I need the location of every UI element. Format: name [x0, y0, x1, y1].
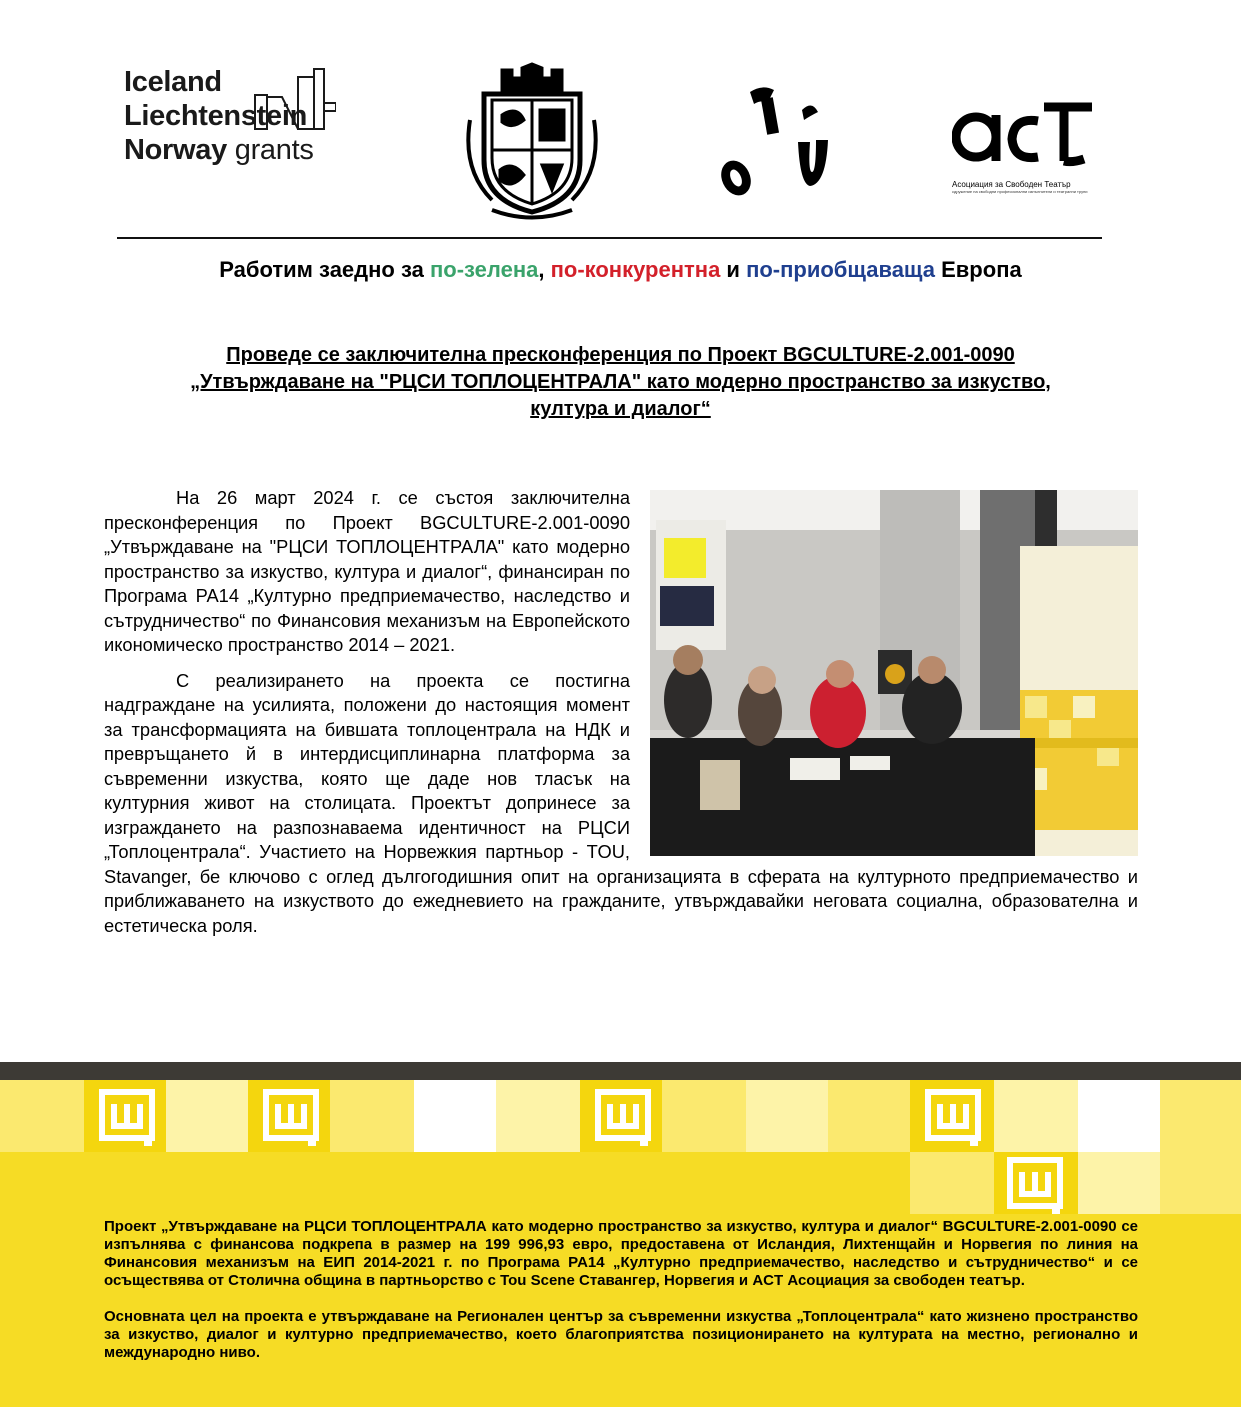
footer-tile-band	[0, 1080, 1241, 1152]
eea-norway: Norway	[124, 134, 227, 166]
toplocentrala-logo-icon	[262, 1088, 320, 1146]
article-body	[104, 486, 1138, 938]
slogan-more-competitive: по-конкурентна	[550, 257, 721, 282]
act-logo	[952, 95, 1102, 195]
press-conference-photo-image	[650, 490, 1138, 856]
footer-tile	[1078, 1080, 1160, 1152]
toplocentrala-logo-icon	[1006, 1156, 1064, 1214]
footer-tile	[994, 1080, 1078, 1152]
eea-line-3	[124, 133, 314, 167]
tou-logo-icon	[706, 80, 841, 200]
footer-paragraph-2: Основната цел на проекта е утвърждаване на Регионален център за съвременни изкуства „Топлоцентрала“ като жизнено пространство за изкуство, диалог и културно предприемачество, което благоприятства позиционирането на културата на местно, регионално и международно ниво.	[104, 1308, 1138, 1361]
act-wordmark-icon	[952, 95, 1097, 175]
footer-tile	[0, 1080, 84, 1152]
toplocentrala-logo-icon	[924, 1088, 982, 1146]
footer-tile	[662, 1080, 746, 1152]
header-divider	[117, 237, 1102, 239]
slogan	[0, 256, 1241, 284]
act-subtitle: Асоциация за Свободен Театър	[952, 180, 1071, 189]
footer-tile	[166, 1080, 248, 1152]
footer-tile	[330, 1080, 414, 1152]
slogan-part-1: Работим заедно за	[219, 257, 430, 282]
sofia-coat-of-arms-icon	[462, 60, 602, 220]
tou-logo	[706, 80, 841, 205]
footer-tile	[1078, 1152, 1160, 1214]
footer-paragraph-1: Проект „Утвърждаване на РЦСИ ТОПЛОЦЕНТРАЛА като модерно пространство за изкуство, култура и диалог“ BGCULTURE-2.001-0090 се изпълнява с финансова подкрепа в размер на 199 996,93 евро, предоставена от Исландия, Лихтенщайн и Норвегия по линия на Финансовия механизъм на ЕИП 2014-2021 г. по Програма PA14 „Културно предприемачество, наследство и сътрудничество“ и се осъществява от Столична община в партньорство с Tou Scene Ставангер, Норвегия и ACT Асоциация за свободен театър.	[104, 1218, 1138, 1289]
slogan-more-inclusive: по-приобщаваща	[746, 257, 935, 282]
eea-grants-logo	[124, 65, 314, 167]
footer-tile	[414, 1080, 496, 1152]
footer-tile	[746, 1080, 828, 1152]
slogan-part-3: и	[720, 257, 747, 282]
sofia-coat-of-arms	[462, 60, 602, 225]
slogan-greener: по-зелена	[429, 257, 539, 282]
footer-tile	[910, 1152, 994, 1214]
footer-tile	[1160, 1080, 1241, 1152]
eea-line-2: Liechtenstein	[124, 100, 308, 132]
logo-row	[0, 55, 1241, 225]
footer-tile	[828, 1080, 910, 1152]
article-paragraph-2-text: С реализирането на проекта се постигна надграждане на усилията, положени до настоящия момент за трансформацията на бившата топлоцентрала на НДК и превръщането й в интердисциплинарна платформа за съвременни изкуства, която ще даде нов тласък на културния живот на столицата. Проектът допринесе за изграждането на разпознаваема идентичност на РЦСИ „Топлоцентрала“. Участието на Норвежкия партньор - TOU, Stavanger, бе ключово с оглед дългогодишния опит на организацията в сферата на културното предприемачество и приближаването на изкуството до ежедневието на гражданите, утвърждавайки неговата социална, образователна и естетическа роля.	[104, 669, 1138, 936]
footer-text	[104, 1218, 1138, 1362]
toplocentrala-logo-icon	[594, 1088, 652, 1146]
eea-grants-word: grants	[234, 134, 314, 166]
eea-grants-mark-icon	[254, 67, 336, 133]
toplocentrala-logo-icon	[98, 1088, 156, 1146]
slogan-part-2: ,	[538, 257, 551, 282]
eea-line-1: Iceland	[124, 66, 222, 98]
article-paragraph-1-text: На 26 март 2024 г. се състоя заключителна пресконференция по Проект BGCULTURE-2.001-0090 „Утвърждаване на "РЦСИ ТОПЛОЦЕНТРАЛА" като модерно пространство за изкуство, култура и диалог“, финансиран по Програма PA14 „Културно предприемачество, наследство и сътрудничество“ по Финансовия механизъм на Европейското икономическо пространство 2014 – 2021.	[104, 487, 630, 655]
headline-line-1: Проведе се заключителна пресконференция по Проект BGCULTURE-2.001-0090	[226, 344, 1015, 366]
headline-line-3: култура и диалог“	[530, 398, 711, 420]
footer-tile	[1160, 1152, 1241, 1214]
footer-tile	[496, 1080, 580, 1152]
footer-dark-bar	[0, 1062, 1241, 1080]
act-tagline: сдружение на свободни професионални изпълнители и театрални трупи	[952, 189, 1088, 194]
article-headline	[100, 342, 1141, 423]
slogan-part-4: Европа	[935, 257, 1022, 282]
headline-line-2: „Утвърждаване на "РЦСИ ТОПЛОЦЕНТРАЛА" като модерно пространство за изкуство,	[190, 371, 1051, 393]
press-conference-photo	[650, 490, 1138, 856]
